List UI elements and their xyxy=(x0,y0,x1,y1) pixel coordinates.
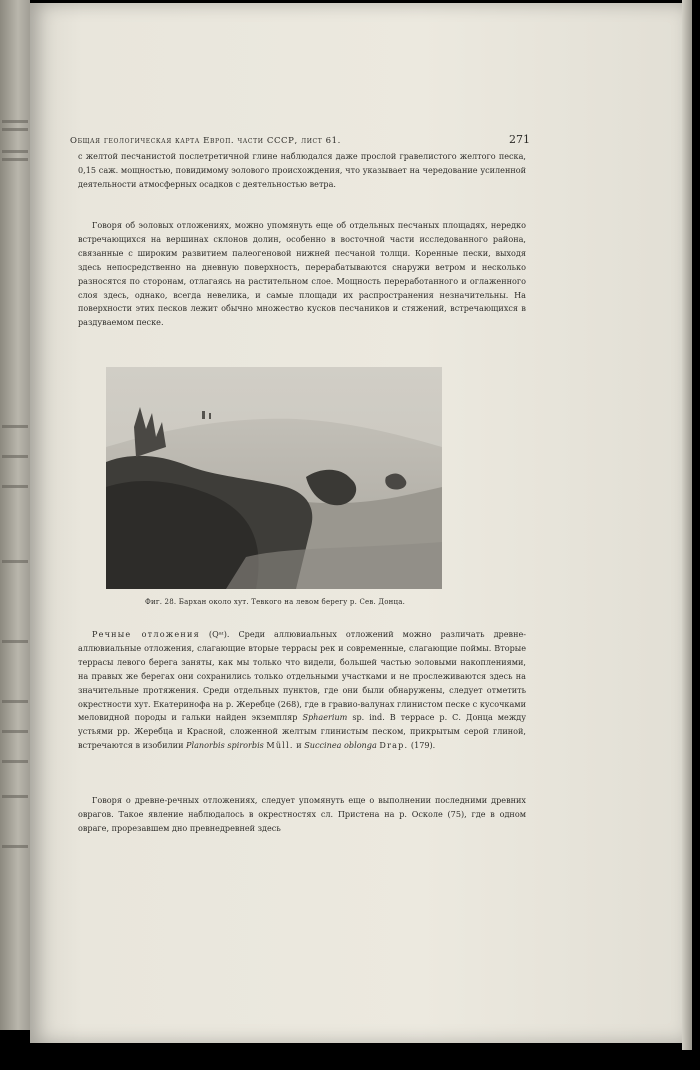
conjunction: и xyxy=(296,740,302,751)
left-page-text-fragment xyxy=(2,425,28,428)
left-page-text-fragment xyxy=(2,485,28,488)
left-page-text-fragment xyxy=(2,150,28,153)
figure-caption: Фиг. 28. Бархан около хут. Тевкого на левом берегу р. Сев. Донца. xyxy=(144,598,406,606)
section-heading-river-deposits: Речные отложения xyxy=(92,629,200,639)
left-page-text-fragment xyxy=(2,158,28,161)
taxon-sphaerium: Sphaerium xyxy=(302,712,348,723)
left-page-text-fragment xyxy=(2,455,28,458)
running-title: Общая геологическая карта Европ. части СССР, лист 61. xyxy=(70,136,341,146)
left-page-text-fragment xyxy=(2,730,28,733)
left-page-text-fragment xyxy=(2,640,28,643)
author-muell: Müll. xyxy=(266,740,294,751)
reference-number: (179). xyxy=(410,740,436,751)
page-number: 271 xyxy=(509,133,530,146)
left-page-text-fragment xyxy=(2,120,28,123)
left-page-text-fragment xyxy=(2,845,28,848)
paragraph-ancient-ravines: Говоря о древне-речных отложениях, следует упомянуть еще о выполнении последними древних оврагов. Такое явление наблюдалось в окрестностях сл. Пристена на р. Осколе (75), где в одном овраге, прорезавшем дно превнедревней здесь xyxy=(78,795,526,833)
river-text-part2: sp. ind. В террасе р. С. Донца между устьями рр. Жеребца и Красной, сложенной желтым глинистым песком, прикрытым серой глиной, встречаются в изобилии xyxy=(78,712,527,751)
river-text-part1: Среди аллювиальных отложений можно различать древне-аллювиальные отложения, слагающие вторые террасы рек и современные, слагающие поймы. Вторые террасы левого берега заняты, как мы только что видели, большей частью эоловыми накоплениями, на правых же берегах они сохранились только отдельными участками и не прослеживаются здесь на значительные протяжения. Среди отдельных пунктов, где они были обнаружены, следует отметить окрестности хут. Екатеринофа на р. Жеребце (268), где в гравио-валунах глинистом песке с кусочками меловидной породы и гальки найден экземпляр xyxy=(78,629,526,723)
left-page-text-fragment xyxy=(2,760,28,763)
running-header xyxy=(70,133,530,146)
left-page-text-fragment xyxy=(2,795,28,798)
left-page-edge xyxy=(0,0,30,1030)
dune-photo-illustration xyxy=(106,367,442,589)
paragraph-sand-areas: Говоря об эоловых отложениях, можно упомянуть еще об отдельных песчаных площадях, нередко встречающихся на вершинах склонов долин, особенно в восточной части исследованного района, связанные с широким развитием палеогеновой нижней песчаной толщи. Коренные пески, выходя здесь непосредственно на дневную поверхность, перерабатываются снаружи ветром и несколько разносятся по сторонам, отлагаясь на растительном слое. Мощность переработанного и оглаженного слоя здесь, однако, всегда невелика, и самые площади их распространения незначительны. На поверхности этих песков лежит обычно множество кусков песчаников и стяжений, встречающихся в раздуваемом песке. xyxy=(78,220,526,328)
taxon-succinea: Succinea oblonga xyxy=(304,740,377,751)
author-drap: Drap. xyxy=(379,740,409,751)
paragraph-river-deposits xyxy=(78,628,526,753)
deposit-symbol: (Qᵃᶦ). xyxy=(208,629,230,639)
taxon-planorbis: Planorbis spirorbis xyxy=(186,740,264,751)
page-edge-shadow xyxy=(682,0,692,1050)
left-page-text-fragment xyxy=(2,128,28,131)
left-page-text-fragment xyxy=(2,700,28,703)
left-page-text-fragment xyxy=(2,560,28,563)
paragraph-aeolian-continued: с желтой песчанистой послетретичной глине наблюдался даже прослой гравелистого желтого песка, 0,15 саж. мощностью, повидимому эолового происхождения, что указывает на чередование усиленной деятельности атмосферных осадков с деятельностью ветра. xyxy=(78,151,526,189)
figure-photograph xyxy=(106,367,442,589)
